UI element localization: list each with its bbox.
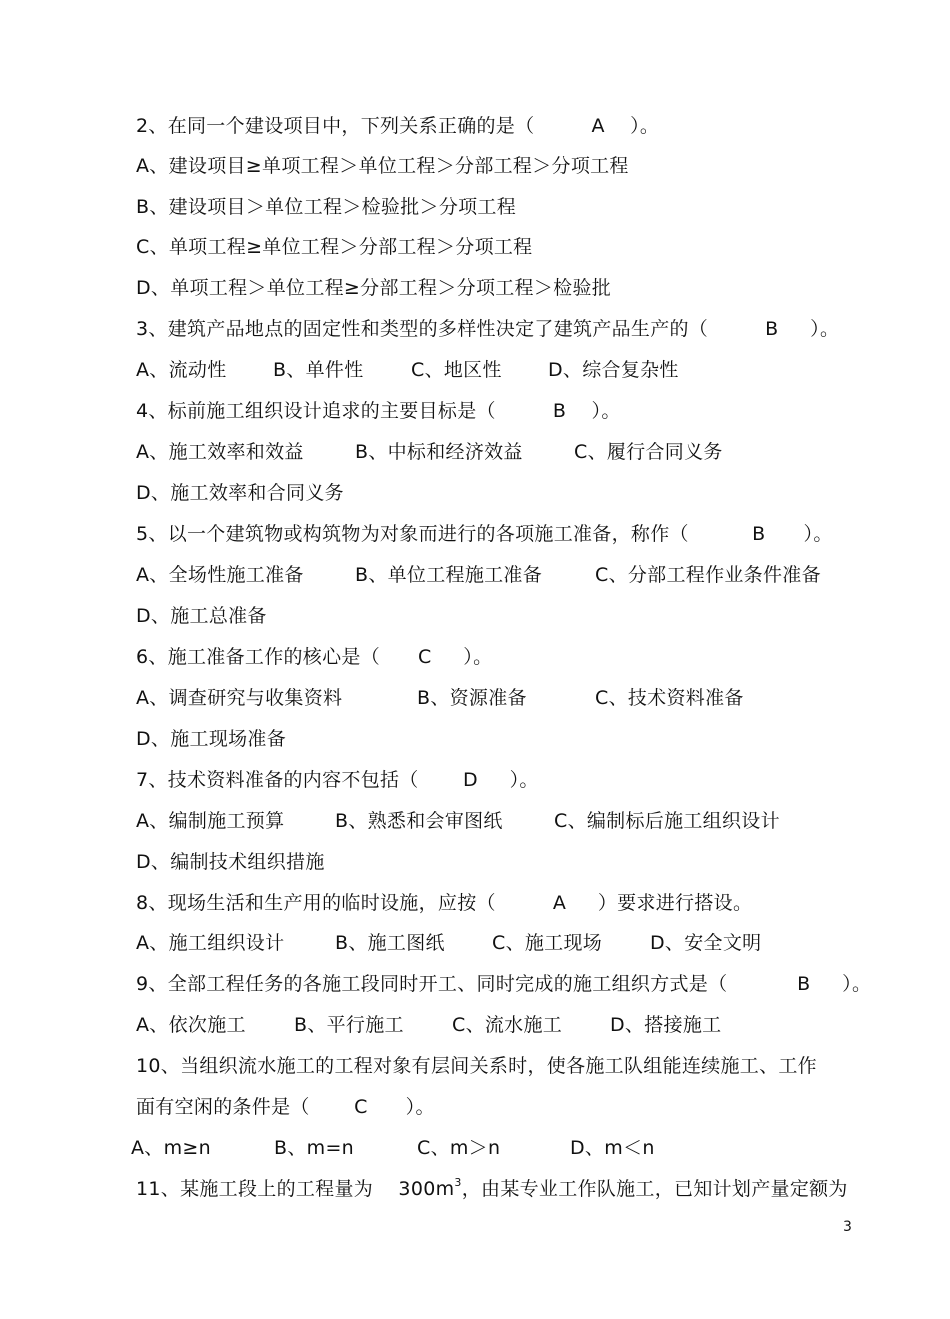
question-4-option-a: A、施工效率和效益 [136, 441, 304, 463]
question-9-option-b: B、平行施工 [294, 1014, 404, 1036]
question-5-option-c: C、分部工程作业条件准备 [595, 564, 821, 586]
page-number: 3 [843, 1219, 852, 1235]
question-11-stem-start: 11、某施工段上的工程量为 300m [136, 1178, 455, 1200]
question-6-option-a: A、调查研究与收集资料 [136, 687, 343, 709]
question-3-option-b: B、单件性 [273, 359, 364, 381]
question-8-option-a: A、施工组织设计 [136, 932, 285, 954]
question-8-option-c: C、施工现场 [492, 932, 603, 954]
question-8-option-b: B、施工图纸 [335, 932, 445, 954]
question-6-option-d: D、施工现场准备 [136, 728, 287, 750]
question-9-option-c: C、流水施工 [452, 1014, 563, 1036]
question-2-option-a: A、建设项目≥单项工程＞单位工程＞分部工程＞分项工程 [136, 155, 629, 177]
question-6-option-c: C、技术资料准备 [595, 687, 744, 709]
question-2-option-d: D、单项工程＞单位工程≥分部工程＞分项工程＞检验批 [136, 277, 612, 299]
question-9-option-d: D、搭接施工 [610, 1014, 722, 1036]
question-6-option-b: B、资源准备 [417, 687, 527, 709]
question-5-option-d: D、施工总准备 [136, 605, 267, 627]
question-10-option-c: C、m＞n [417, 1137, 501, 1159]
question-10-option-a: A、m≥n [131, 1137, 211, 1159]
question-10-option-d: D、m＜n [570, 1137, 655, 1159]
question-2-option-c: C、单项工程≥单位工程＞分部工程＞分项工程 [136, 236, 533, 258]
question-7-option-c: C、编制标后施工组织设计 [554, 810, 780, 832]
question-7-option-d: D、编制技术组织措施 [136, 851, 325, 873]
question-4-option-c: C、履行合同义务 [574, 441, 723, 463]
question-7-option-b: B、熟悉和会审图纸 [335, 810, 503, 832]
question-10-stem-line-1: 10、当组织流水施工的工程对象有层间关系时，使各施工队组能连续施工、工作 [136, 1055, 817, 1077]
question-3-option-a: A、流动性 [136, 359, 227, 381]
question-9-stem: 9、全部工程任务的各施工段同时开工、同时完成的施工组织方式是（ B ）。 [136, 973, 872, 995]
question-7-stem: 7、技术资料准备的内容不包括（ D ）。 [136, 769, 539, 791]
question-7-option-a: A、编制施工预算 [136, 810, 285, 832]
question-8-option-d: D、安全文明 [650, 932, 762, 954]
question-10-stem-line-2: 面有空闲的条件是（ C ）。 [136, 1096, 435, 1118]
question-5-stem: 5、以一个建筑物或构筑物为对象而进行的各项施工准备，称作（ B ）。 [136, 523, 833, 545]
question-5-option-a: A、全场性施工准备 [136, 564, 304, 586]
question-11-stem-end: ，由某专业工作队施工，已知计划产量定额为 [461, 1178, 848, 1200]
question-2-stem: 2、在同一个建设项目中，下列关系正确的是（ A ）。 [136, 115, 660, 137]
question-3-option-d: D、综合复杂性 [548, 359, 679, 381]
question-8-stem: 8、现场生活和生产用的临时设施，应按（ A ）要求进行搭设。 [136, 892, 753, 914]
question-11-superscript: 3 [454, 1176, 462, 1189]
question-10-option-b: B、m=n [274, 1137, 355, 1159]
question-9-option-a: A、依次施工 [136, 1014, 246, 1036]
question-11-stem [136, 1176, 848, 1202]
question-4-option-b: B、中标和经济效益 [355, 441, 523, 463]
question-5-option-b: B、单位工程施工准备 [355, 564, 543, 586]
question-2-option-b: B、建设项目＞单位工程＞检验批＞分项工程 [136, 196, 517, 218]
question-4-option-d: D、施工效率和合同义务 [136, 482, 344, 504]
question-3-stem: 3、建筑产品地点的固定性和类型的多样性决定了建筑产品生产的（ B ）。 [136, 318, 840, 340]
question-4-stem: 4、标前施工组织设计追求的主要目标是（ B ）。 [136, 400, 621, 422]
question-3-option-c: C、地区性 [411, 359, 502, 381]
question-6-stem: 6、施工准备工作的核心是（ C ）。 [136, 646, 493, 668]
